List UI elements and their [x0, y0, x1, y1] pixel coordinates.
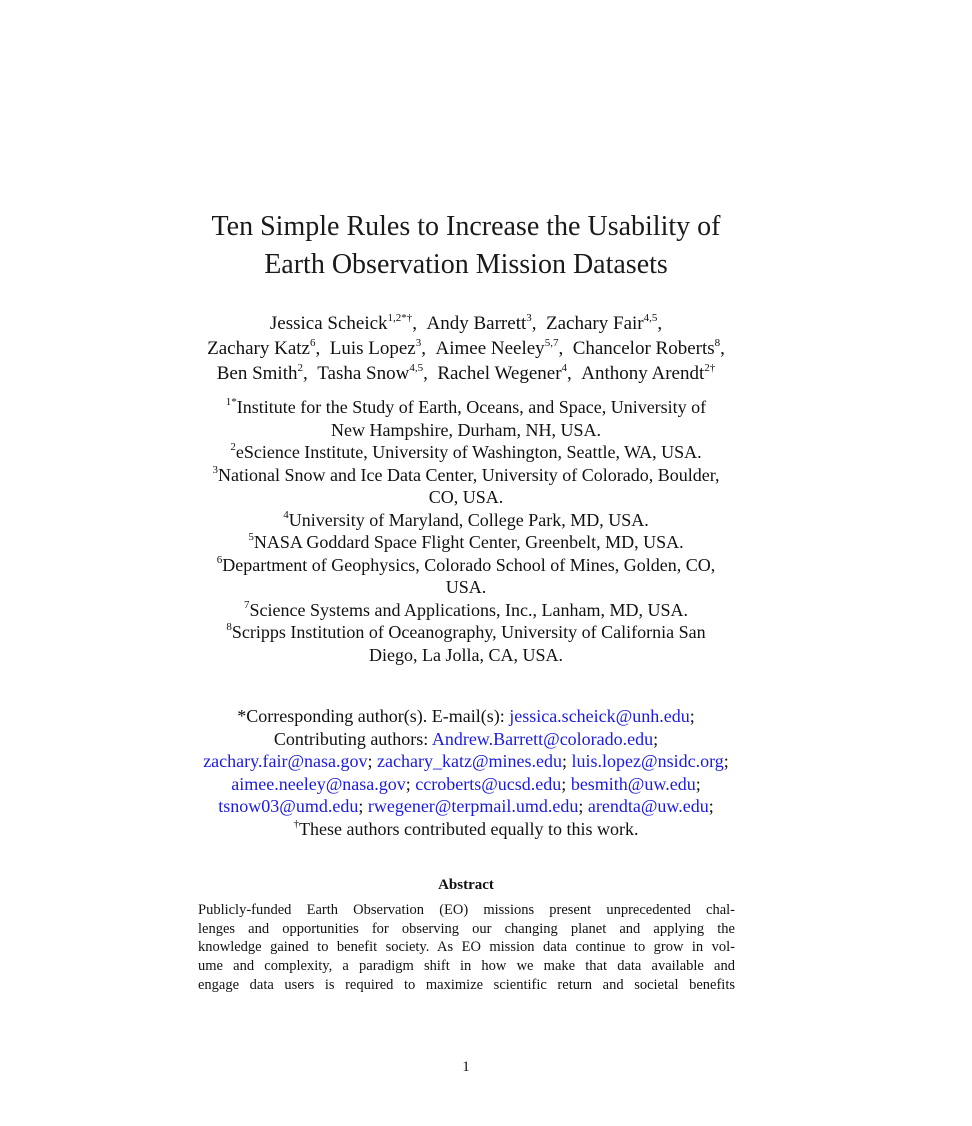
author-separator: , [412, 313, 418, 334]
affiliation-text: eScience Institute, University of Washington, Seattle, WA, USA. [235, 442, 702, 462]
affiliation-line [0, 419, 932, 442]
author-name: Zachary Fair [546, 313, 644, 334]
affiliation-line [0, 464, 932, 487]
author-name: Tasha Snow [317, 363, 410, 384]
affiliation-line [0, 554, 932, 577]
affiliation-line [0, 531, 932, 554]
affiliation-text: University of Maryland, College Park, MD, USA. [288, 509, 649, 530]
author-name: Ben Smith [216, 363, 298, 384]
abstract-heading: Abstract [438, 877, 494, 893]
author-affiliation-mark: 2 [297, 361, 303, 374]
author-affiliation-mark: 6 [309, 336, 316, 349]
affiliation-line [0, 576, 932, 599]
author-affiliation-mark: 3 [415, 336, 422, 349]
paper-title [0, 208, 932, 284]
abstract-body [198, 901, 735, 995]
email-link[interactable]: rwegener@terpmail.umd.edu [367, 796, 579, 816]
abstract-line: ume and complexity, a paradigm shift in how we make that data available and [198, 958, 735, 975]
abstract-line: lenges and opportunities for observing our changing planet and applying the [198, 920, 735, 937]
author-name: Anthony Arendt [581, 363, 705, 384]
affiliation-list [0, 396, 932, 666]
author [437, 363, 571, 384]
author [207, 338, 320, 359]
affiliation-line [0, 509, 932, 532]
author-separator: , [423, 363, 428, 384]
contributing-line-4: tsnow03@umd.edu; rwegener@terpmail.umd.edu; arendta@uw.edu; [218, 796, 714, 816]
affiliation-text: Department of Geophysics, Colorado School of Mines, Golden, CO, [222, 554, 716, 575]
affiliation-text: National Snow and Ice Data Center, University of Colorado, Boulder, [218, 464, 720, 485]
abstract-line: engage data users is required to maximize scientific return and societal benefits [198, 976, 735, 993]
author-separator: , [303, 363, 308, 384]
author-name: Jessica Scheick [269, 313, 388, 334]
author-line [0, 361, 932, 386]
author [573, 338, 725, 359]
email-link[interactable]: ccroberts@ucsd.edu [415, 773, 562, 794]
author-affiliation-mark: 5,7 [544, 336, 559, 349]
affiliation-line [0, 441, 932, 464]
page-number: 1 [462, 1059, 470, 1075]
author-name: Luis Lopez [329, 338, 416, 359]
affiliation-mark: 1* [225, 396, 237, 408]
contributing-line-1: Contributing authors: Andrew.Barrett@colorado.edu; [273, 728, 659, 749]
abstract-line: Publicly-funded Earth Observation (EO) missions present unprecedented chal- [198, 902, 735, 918]
author-name: Chancelor Roberts [572, 338, 715, 359]
author-name: Aimee Neeley [435, 338, 545, 359]
author-separator: , [720, 338, 725, 359]
author-name: Zachary Katz [207, 338, 310, 359]
affiliation-line [0, 621, 932, 644]
author-name: Rachel Wegener [437, 363, 562, 384]
author-affiliation-mark: 4,5 [409, 361, 424, 374]
author-line [0, 311, 932, 336]
author-separator: , [657, 313, 663, 334]
affiliation-mark: 7 [244, 598, 250, 611]
author [427, 313, 537, 334]
affiliation-line [0, 599, 932, 622]
author-affiliation-mark: 8 [714, 336, 721, 349]
contact-block [0, 705, 932, 840]
affiliation-text: USA. [445, 577, 487, 597]
affiliation-mark: 8 [226, 621, 232, 633]
author-separator: , [558, 338, 564, 359]
author-separator: , [315, 338, 321, 359]
affiliation-mark: 6 [216, 553, 223, 566]
affiliation-text: NASA Goddard Space Flight Center, Greenbelt, MD, USA. [253, 532, 684, 552]
email-link[interactable]: besmith@uw.edu [570, 773, 696, 794]
affiliation-line [0, 486, 932, 509]
affiliation-mark: 5 [248, 531, 254, 543]
abstract-line: knowledge gained to benefit society. As EO mission data continue to grow in vol- [198, 939, 735, 956]
author-separator: , [567, 363, 572, 384]
dagger-mark: † [293, 817, 300, 830]
corresponding-line: *Corresponding author(s). E-mail(s): jessica.scheick@unh.edu; [237, 706, 695, 726]
affiliation-text: New Hampshire, Durham, NH, USA. [331, 419, 601, 440]
corresponding-label: *Corresponding author(s). E-mail(s): [237, 706, 505, 726]
contributing-label: Contributing authors: [273, 728, 429, 749]
author-list [0, 311, 932, 386]
author-affiliation-mark: 4 [561, 361, 568, 374]
author [270, 313, 417, 334]
author-affiliation-mark: 4,5 [643, 311, 658, 324]
email-link[interactable]: luis.lopez@nsidc.org [571, 751, 724, 771]
email-link[interactable]: zachary.fair@nasa.gov [203, 751, 368, 771]
equal-contribution-note [0, 818, 932, 841]
affiliation-text: Scripps Institution of Oceanography, University of California San [231, 622, 706, 642]
author-separator: , [531, 313, 537, 334]
affiliation-mark: 2 [230, 441, 236, 453]
author-name: Andy Barrett [426, 313, 527, 334]
author [435, 338, 563, 359]
contributing-line-2: zachary.fair@nasa.gov; zachary_katz@mines.edu; luis.lopez@nsidc.org; [203, 751, 729, 771]
author [581, 363, 715, 384]
author [546, 313, 662, 334]
author [317, 363, 428, 384]
email-link[interactable]: Andrew.Barrett@colorado.edu [431, 728, 654, 749]
affiliation-text: CO, USA. [428, 487, 504, 507]
author [217, 363, 308, 384]
corresponding-email-link[interactable]: jessica.scheick@unh.edu [509, 706, 690, 726]
affiliation-text: Institute for the Study of Earth, Oceans, and Space, University of [236, 397, 707, 417]
title-line-2: Earth Observation Mission Datasets [264, 249, 668, 280]
author-line [0, 336, 932, 361]
affiliation-line [0, 644, 932, 667]
author-affiliation-mark: 1,2*† [387, 311, 413, 324]
affiliation-text: Diego, La Jolla, CA, USA. [369, 644, 563, 665]
email-link[interactable]: tsnow03@umd.edu [218, 796, 359, 816]
affiliation-mark: 4 [283, 508, 289, 521]
author-separator: , [421, 338, 426, 359]
author [330, 338, 426, 359]
author-affiliation-mark: 2† [704, 361, 716, 374]
author-affiliation-mark: 3 [526, 311, 532, 324]
email-link[interactable]: arendta@uw.edu [587, 796, 709, 816]
contributing-line-3: aimee.neeley@nasa.gov; ccroberts@ucsd.edu; besmith@uw.edu; [231, 773, 701, 794]
email-link[interactable]: aimee.neeley@nasa.gov [231, 773, 406, 794]
affiliation-line [0, 396, 932, 419]
equal-contribution-text: These authors contributed equally to this work. [299, 818, 639, 839]
email-link[interactable]: zachary_katz@mines.edu [377, 751, 563, 771]
title-line-1: Ten Simple Rules to Increase the Usability of [211, 211, 721, 242]
affiliation-text: Science Systems and Applications, Inc., Lanham, MD, USA. [249, 599, 688, 620]
affiliation-mark: 3 [212, 463, 219, 476]
